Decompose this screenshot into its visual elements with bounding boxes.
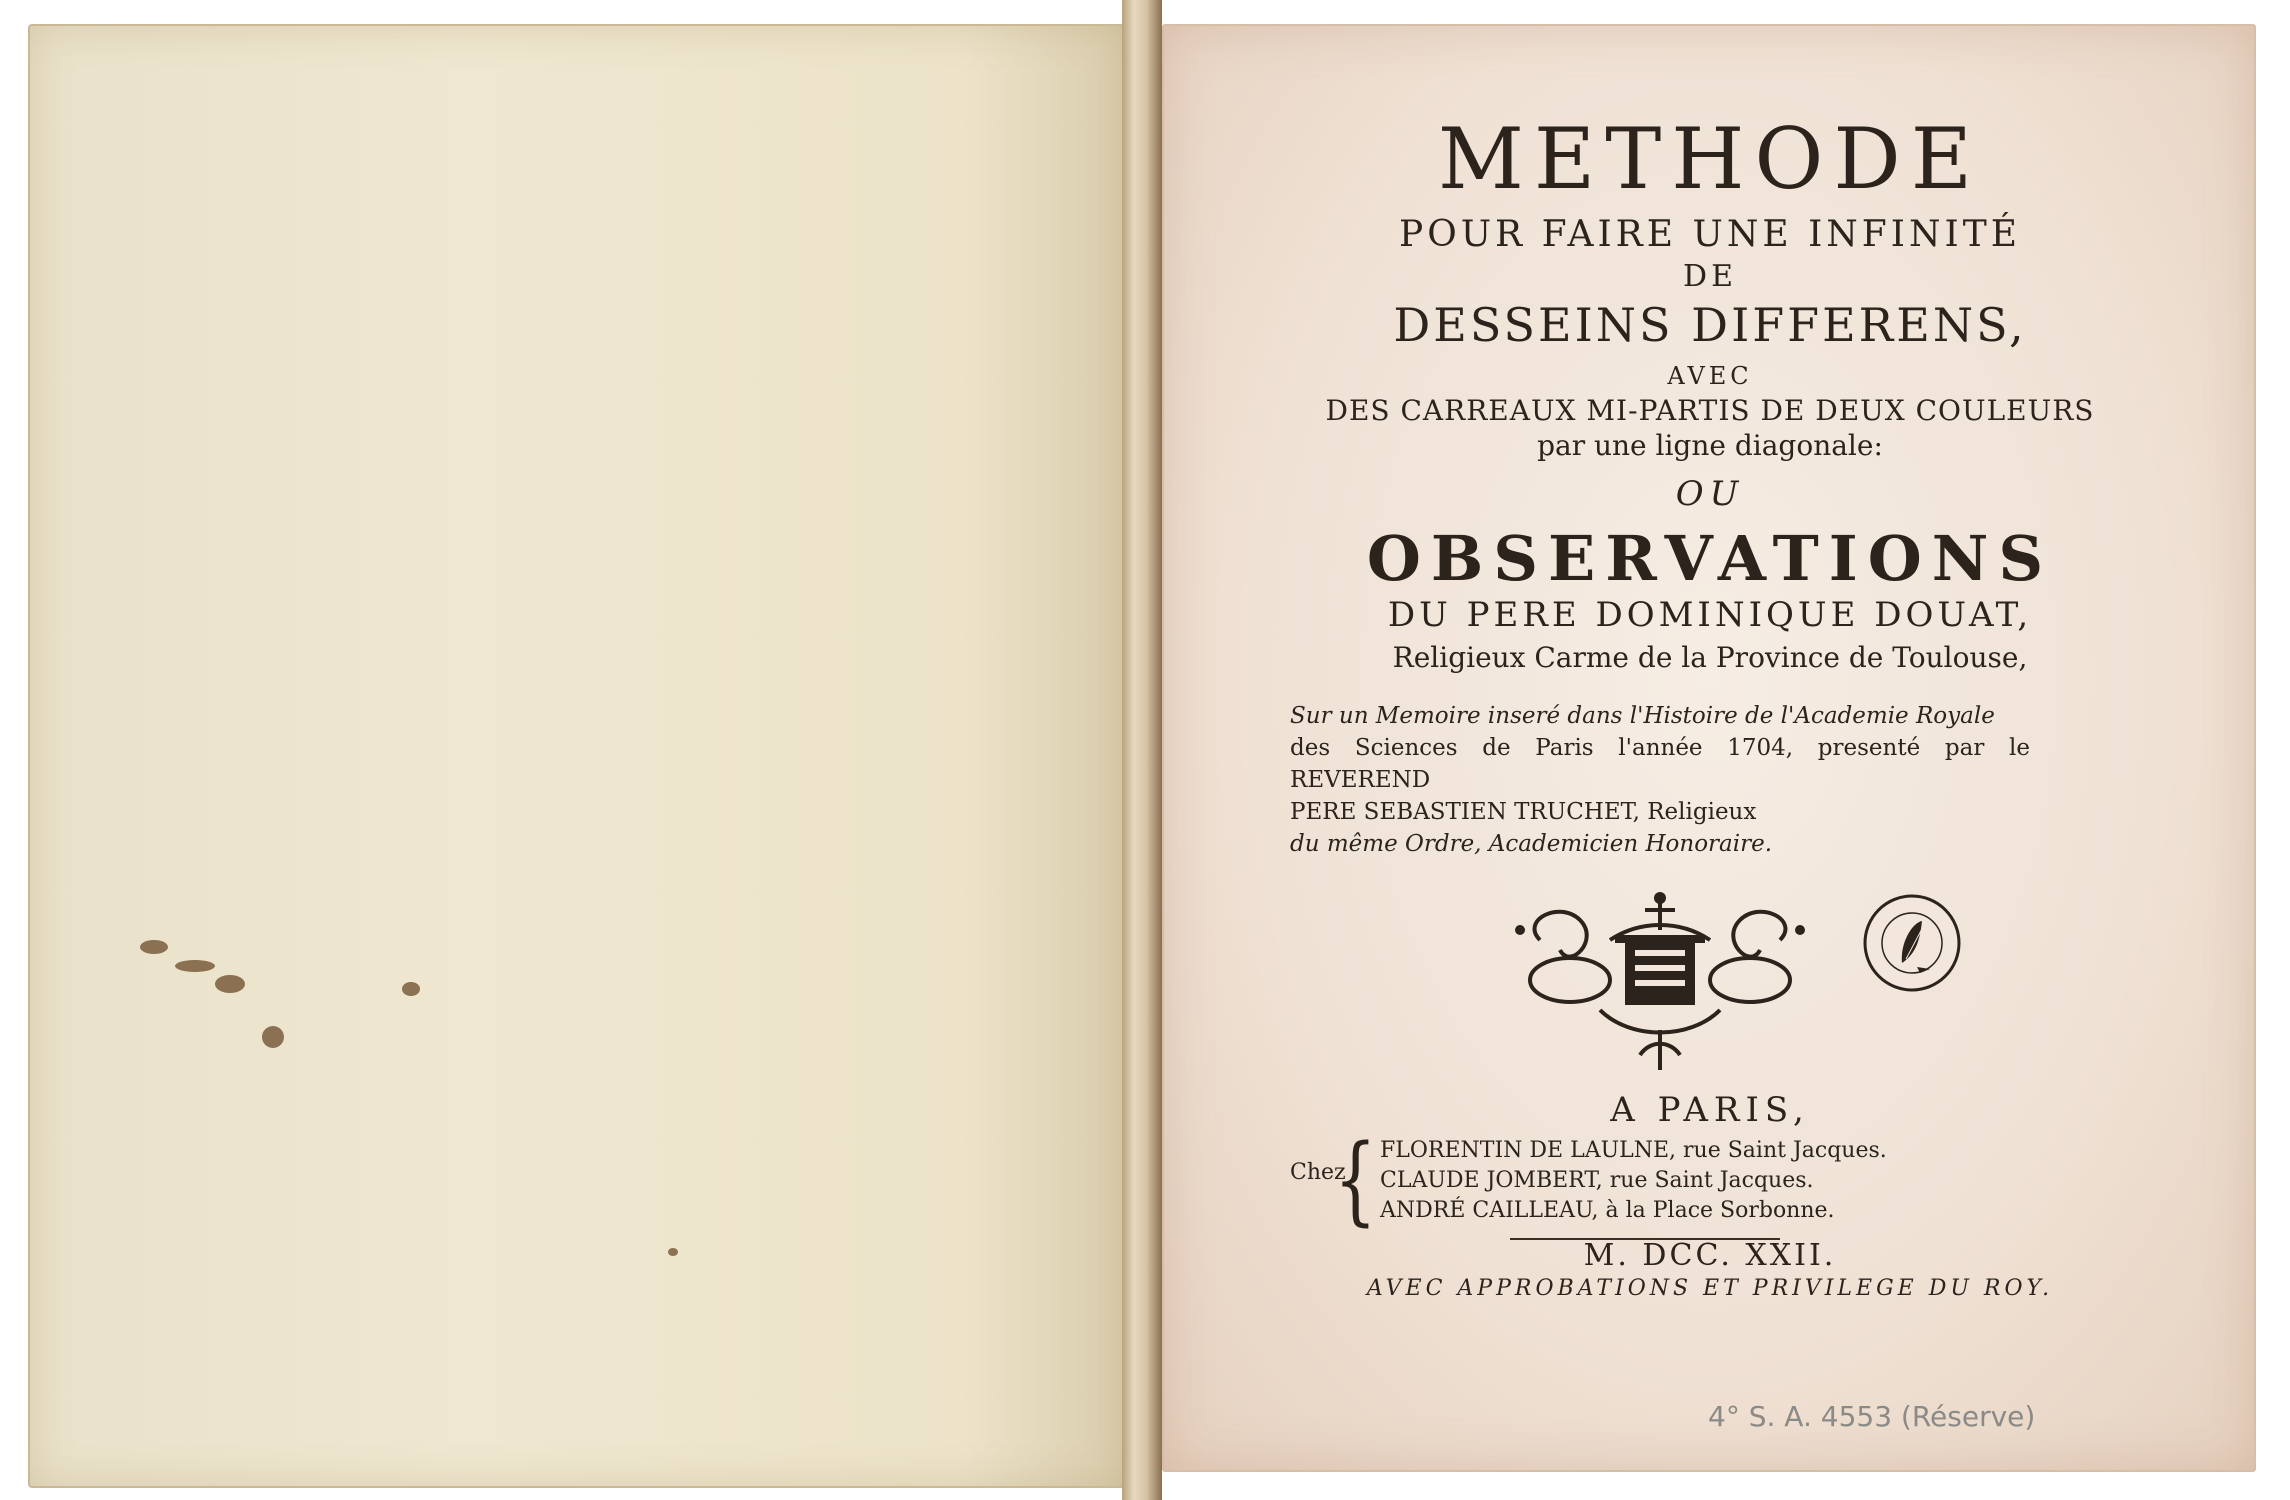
book-spine — [1122, 0, 1162, 1500]
stain-mark — [175, 960, 215, 972]
stain-mark — [668, 1248, 678, 1256]
title-methode: METHODE — [1437, 110, 1983, 208]
stain-mark — [140, 940, 168, 954]
memoir-line: du même Ordre, Academicien Honoraire. — [1290, 831, 1773, 857]
memoir-line: Sur un Memoire inseré dans l'Histoire de l'Academie Royale — [1290, 703, 1995, 729]
subtitle-line: par une ligne diagonale: — [1537, 429, 1883, 462]
stain-mark — [215, 975, 245, 993]
subtitle-line: AVEC — [1667, 362, 1753, 390]
chez-label: Chez — [1290, 1160, 1346, 1185]
brace-icon: { — [1334, 1124, 1377, 1236]
memoir-line: des Sciences de Paris l'année 1704, presenté par le REVEREND — [1290, 735, 2030, 793]
imprint-year: M. DCC. XXII. — [1583, 1238, 1837, 1273]
memoir-line: PERE SEBASTIEN TRUCHET, Religieux — [1290, 799, 1757, 825]
imprint-city: A PARIS, — [1610, 1090, 1810, 1130]
printer-ornament-icon — [1500, 880, 1820, 1080]
subtitle-ou: OU — [1675, 474, 1745, 514]
imprint-block — [1240, 1090, 2180, 1130]
publisher-line: FLORENTIN DE LAULNE, rue Saint Jacques. — [1380, 1138, 1887, 1163]
subtitle-line: DESSEINS DIFFERENS, — [1393, 298, 2027, 352]
title-observations: OBSERVATIONS — [1366, 522, 2054, 595]
author-affiliation: Religieux Carme de la Province de Toulouse, — [1392, 641, 2028, 674]
publisher-line: ANDRÉ CAILLEAU, à la Place Sorbonne. — [1380, 1198, 1835, 1223]
subtitle-line: DES CARREAUX MI-PARTIS DE DEUX COULEURS — [1325, 394, 2095, 427]
blank-left-page — [28, 24, 1130, 1488]
shelfmark-annotation: 4° S. A. 4553 (Réserve) — [1708, 1400, 2036, 1433]
subtitle-line: POUR FAIRE UNE INFINITÉ — [1398, 214, 2021, 255]
publisher-line: CLAUDE JOMBERT, rue Saint Jacques. — [1380, 1168, 1814, 1193]
stain-mark — [402, 982, 420, 996]
author-line: DU PERE DOMINIQUE DOUAT, — [1387, 595, 2033, 635]
title-block — [1240, 100, 2180, 674]
privilege-line: AVEC APPROBATIONS ET PRIVILEGE DU ROY. — [1366, 1276, 2054, 1301]
memoir-paragraph — [1290, 700, 2030, 860]
subtitle-line: DE — [1683, 259, 1737, 294]
library-stamp-icon — [1862, 893, 1962, 993]
stain-mark — [262, 1026, 284, 1048]
publishers-block — [1290, 1124, 1990, 1236]
